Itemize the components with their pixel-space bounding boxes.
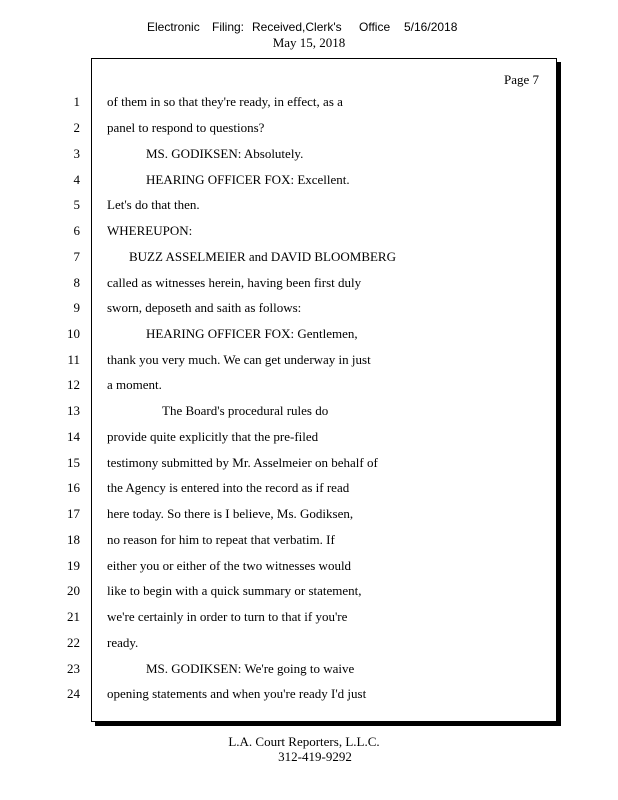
line-text: of them in so that they're ready, in effect, as a bbox=[107, 94, 343, 109]
line-number: 18 bbox=[67, 532, 80, 547]
transcript-line bbox=[0, 661, 618, 681]
line-text: a moment. bbox=[107, 377, 162, 392]
line-number: 4 bbox=[73, 172, 80, 187]
transcript-line bbox=[0, 429, 618, 449]
line-number: 8 bbox=[73, 275, 80, 290]
line-text: the Agency is entered into the record as if read bbox=[107, 480, 350, 495]
line-text: no reason for him to repeat that verbatim. If bbox=[107, 532, 335, 547]
reporter-phone: 312-419-9292 bbox=[278, 749, 352, 764]
line-text: BUZZ ASSELMEIER and DAVID BLOOMBERG bbox=[129, 249, 396, 264]
transcript-line bbox=[0, 558, 618, 578]
line-number: 17 bbox=[67, 506, 80, 521]
filing-stamp bbox=[0, 20, 618, 36]
line-number: 1 bbox=[73, 94, 80, 109]
line-number: 20 bbox=[67, 583, 80, 598]
line-number: 9 bbox=[73, 300, 80, 315]
line-text: opening statements and when you're ready I'd just bbox=[107, 686, 367, 701]
line-number: 24 bbox=[67, 686, 80, 701]
transcript-line bbox=[0, 377, 618, 397]
line-text: like to begin with a quick summary or statement, bbox=[107, 583, 362, 598]
line-text: The Board's procedural rules do bbox=[162, 403, 329, 418]
line-number: 14 bbox=[67, 429, 80, 444]
transcript-line bbox=[0, 172, 618, 192]
line-text: sworn, deposeth and saith as follows: bbox=[107, 300, 302, 315]
line-text: WHEREUPON: bbox=[107, 223, 193, 238]
transcript-line bbox=[0, 686, 618, 706]
line-number: 13 bbox=[67, 403, 80, 418]
page-number: Page 7 bbox=[503, 72, 539, 87]
line-number: 21 bbox=[67, 609, 80, 624]
transcript-line bbox=[0, 275, 618, 295]
transcript-line bbox=[0, 300, 618, 320]
transcript-line bbox=[0, 403, 618, 423]
transcript-line bbox=[0, 609, 618, 629]
line-text: either you or either of the two witnesses would bbox=[107, 558, 352, 573]
line-text: we're certainly in order to turn to that if you're bbox=[107, 609, 348, 624]
transcript-line bbox=[0, 326, 618, 346]
line-text: HEARING OFFICER FOX: Gentlemen, bbox=[146, 326, 358, 341]
line-number: 2 bbox=[73, 120, 80, 135]
line-text: HEARING OFFICER FOX: Excellent. bbox=[146, 172, 350, 187]
stamp-date: 5/16/2018 bbox=[404, 20, 458, 34]
transcript-line bbox=[0, 532, 618, 552]
stamp-word-office: Office bbox=[359, 20, 391, 34]
line-text: called as witnesses herein, having been first duly bbox=[107, 275, 362, 290]
transcript-line bbox=[0, 249, 618, 269]
line-number: 23 bbox=[67, 661, 80, 676]
line-number: 22 bbox=[67, 635, 80, 650]
line-number: 7 bbox=[73, 249, 80, 264]
line-number: 3 bbox=[73, 146, 80, 161]
transcript-line bbox=[0, 455, 618, 475]
transcript-line bbox=[0, 120, 618, 140]
transcript-line bbox=[0, 635, 618, 655]
reporter-company: L.A. Court Reporters, L.L.C. bbox=[228, 734, 380, 749]
line-text: MS. GODIKSEN: We're going to waive bbox=[146, 661, 355, 676]
transcript-line bbox=[0, 223, 618, 243]
line-number: 19 bbox=[67, 558, 80, 573]
line-number: 10 bbox=[67, 326, 80, 341]
line-text: MS. GODIKSEN: Absolutely. bbox=[146, 146, 304, 161]
line-text: here today. So there is I believe, Ms. Godiksen, bbox=[107, 506, 354, 521]
line-text: panel to respond to questions? bbox=[107, 120, 265, 135]
line-number: 12 bbox=[67, 377, 80, 392]
line-number: 16 bbox=[67, 480, 80, 495]
line-text: ready. bbox=[107, 635, 139, 650]
line-text: testimony submitted by Mr. Asselmeier on behalf of bbox=[107, 455, 378, 470]
transcript-line bbox=[0, 583, 618, 603]
line-number: 11 bbox=[67, 352, 80, 367]
transcript-line bbox=[0, 506, 618, 526]
stamp-word-received-clerks: Received,Clerk's bbox=[252, 20, 342, 34]
line-number: 5 bbox=[73, 197, 80, 212]
stamp-word-electronic: Electronic bbox=[147, 20, 200, 34]
line-number: 15 bbox=[67, 455, 80, 470]
transcript-line bbox=[0, 352, 618, 372]
line-text: Let's do that then. bbox=[107, 197, 200, 212]
transcript-date: May 15, 2018 bbox=[272, 35, 346, 50]
transcript-line bbox=[0, 94, 618, 114]
transcript-line bbox=[0, 480, 618, 500]
transcript-line bbox=[0, 146, 618, 166]
transcript-line bbox=[0, 197, 618, 217]
line-text: thank you very much. We can get underway in just bbox=[107, 352, 371, 367]
line-number: 6 bbox=[73, 223, 80, 238]
stamp-word-filing: Filing: bbox=[212, 20, 245, 34]
line-text: provide quite explicitly that the pre-filed bbox=[107, 429, 319, 444]
